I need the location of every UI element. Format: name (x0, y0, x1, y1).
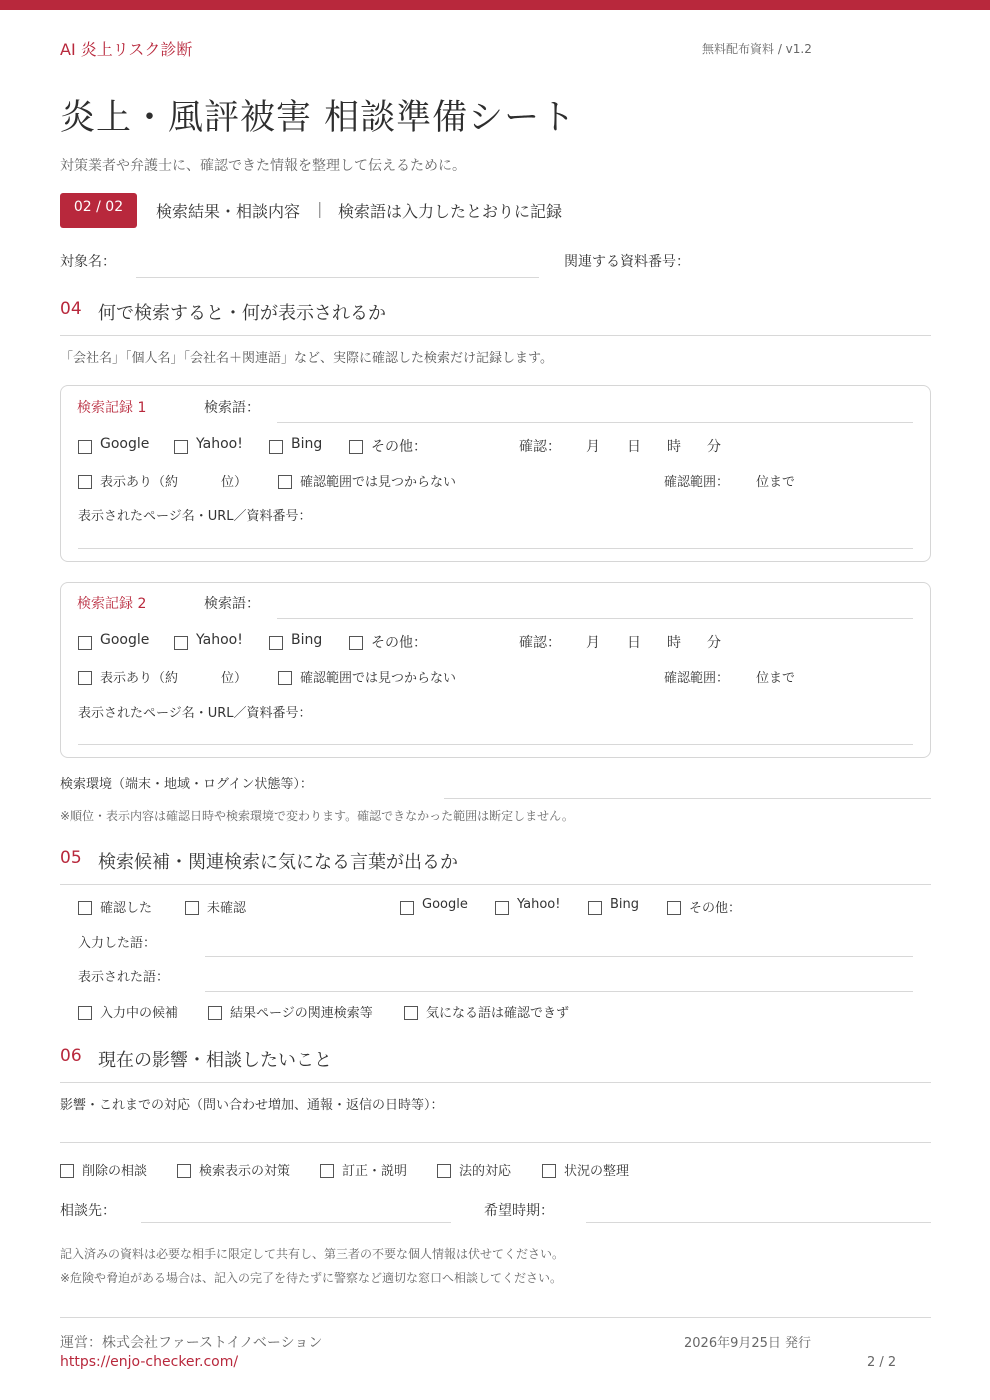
footer-page-number: 2 / 2 (867, 1355, 897, 1370)
record-2-title: 検索記録 2 (77, 596, 147, 612)
brand-name: AI 炎上リスク診断 (60, 40, 193, 59)
record-2-query-label: 検索語： (204, 596, 260, 612)
section-04-title: 何で検索すると・何が表示されるか (98, 303, 386, 324)
record-1-rank-label: 位） (221, 475, 248, 490)
record-1-shown-checkbox[interactable] (78, 475, 92, 489)
footer-operator: 運営：株式会社ファーストイノベーション (60, 1335, 323, 1351)
record-1-title: 検索記録 1 (77, 400, 147, 416)
suggest-google-label: Google (422, 897, 468, 912)
impact-label: 影響・これまでの対応（問い合わせ増加、通報・返信の日時等）： (60, 1098, 444, 1113)
record-2-yahoo-label: Yahoo! (196, 632, 243, 648)
record-2-day: 日 (627, 635, 641, 651)
record-2-google-label: Google (100, 632, 150, 648)
record-2-yahoo-checkbox[interactable] (174, 636, 188, 650)
target-name-label: 対象名： (60, 254, 116, 270)
record-1-hour: 時 (667, 439, 681, 455)
record-2-range-label: 確認範囲： (664, 671, 730, 686)
shown-words-field[interactable] (205, 991, 913, 992)
suggest-google-checkbox[interactable] (400, 901, 414, 915)
type-related-search-checkbox[interactable] (208, 1006, 222, 1020)
record-1-other-label: その他： (371, 439, 427, 455)
unconfirmed-checkbox[interactable] (185, 901, 199, 915)
record-1-check-label: 確認： (519, 439, 561, 455)
type-none-found-checkbox[interactable] (404, 1006, 418, 1020)
record-1-day: 日 (627, 439, 641, 455)
record-1-page-field[interactable] (78, 548, 913, 549)
section-04-description: 「会社名」「個人名」「会社名＋関連語」など、実際に確認した検索だけ記録します。 (60, 351, 553, 366)
type-typing-suggest-label: 入力中の候補 (100, 1006, 179, 1021)
section-06-title: 現在の影響・相談したいこと (98, 1050, 332, 1071)
record-2-bing-label: Bing (291, 632, 323, 648)
record-2-bing-checkbox[interactable] (269, 636, 283, 650)
section-04-number: 04 (60, 299, 82, 319)
record-1-range-label: 確認範囲： (664, 475, 730, 490)
confirmed-label: 確認した (100, 901, 153, 916)
unconfirmed-label: 未確認 (207, 901, 247, 916)
top-accent-bar (0, 0, 990, 10)
impact-field[interactable] (60, 1142, 931, 1143)
record-1-google-checkbox[interactable] (78, 440, 92, 454)
record-1-bing-checkbox[interactable] (269, 440, 283, 454)
suggest-yahoo-checkbox[interactable] (495, 901, 509, 915)
step-separator: | (317, 199, 323, 218)
section-05-number: 05 (60, 848, 82, 868)
record-1-range-unit: 位まで (756, 475, 796, 490)
record-2-page-label: 表示されたページ名・URL／資料番号： (78, 706, 312, 721)
search-environment-field[interactable] (444, 798, 931, 799)
record-1-minute: 分 (707, 439, 721, 455)
desired-time-label: 希望時期： (484, 1203, 554, 1219)
section-06-divider (60, 1082, 931, 1083)
record-1-yahoo-label: Yahoo! (196, 436, 243, 452)
option-search-display-label: 検索表示の対策 (199, 1164, 291, 1179)
record-1-query-label: 検索語： (204, 400, 260, 416)
footer-url-link[interactable]: https://enjo-checker.com/ (60, 1354, 239, 1370)
option-deletion-checkbox[interactable] (60, 1164, 74, 1178)
record-2-google-checkbox[interactable] (78, 636, 92, 650)
option-organize-label: 状況の整理 (564, 1164, 630, 1179)
page-title: 炎上・風評被害 相談準備シート (60, 98, 577, 138)
option-organize-checkbox[interactable] (542, 1164, 556, 1178)
record-2-shown-label: 表示あり（約 (100, 671, 179, 686)
record-2-other-checkbox[interactable] (349, 636, 363, 650)
record-1-not-found-checkbox[interactable] (278, 475, 292, 489)
record-2-shown-checkbox[interactable] (78, 671, 92, 685)
privacy-note: 記入済みの資料は必要な相手に限定して共有し、第三者の不要な個人情報は伏せてください。 (60, 1247, 565, 1261)
record-2-rank-label: 位） (221, 671, 248, 686)
section-06-number: 06 (60, 1046, 82, 1066)
section-05-title: 検索候補・関連検索に気になる言葉が出るか (98, 852, 458, 873)
record-2-page-field[interactable] (78, 744, 913, 745)
option-correction-checkbox[interactable] (320, 1164, 334, 1178)
page-badge: 02 / 02 (60, 193, 137, 228)
type-none-found-label: 気になる語は確認できず (426, 1006, 570, 1021)
record-1-month: 月 (586, 439, 600, 455)
suggest-other-label: その他： (689, 901, 742, 916)
search-record-card-2 (60, 582, 931, 758)
type-related-search-label: 結果ページの関連検索等 (230, 1006, 373, 1021)
consult-to-label: 相談先： (60, 1203, 116, 1219)
section-05-divider (60, 884, 931, 885)
record-2-check-label: 確認： (519, 635, 561, 651)
record-2-hour: 時 (667, 635, 681, 651)
confirmed-checkbox[interactable] (78, 901, 92, 915)
desired-time-field[interactable] (586, 1222, 931, 1223)
record-2-month: 月 (586, 635, 600, 651)
document-version: 無料配布資料 / v1.2 (702, 42, 812, 56)
search-environment-note: ※順位・表示内容は確認日時や検索環境で変わります。確認できなかった範囲は断定しません。 (60, 809, 574, 823)
suggest-other-checkbox[interactable] (667, 901, 681, 915)
input-words-label: 入力した語： (78, 936, 157, 951)
record-1-other-checkbox[interactable] (349, 440, 363, 454)
record-1-page-label: 表示されたページ名・URL／資料番号： (78, 509, 312, 524)
type-typing-suggest-checkbox[interactable] (78, 1006, 92, 1020)
input-words-field[interactable] (205, 956, 913, 957)
shown-words-label: 表示された語： (78, 970, 170, 985)
record-1-shown-label: 表示あり（約 (100, 475, 179, 490)
record-2-other-label: その他： (371, 635, 427, 651)
suggest-yahoo-label: Yahoo! (517, 897, 561, 912)
record-2-query-field[interactable] (277, 618, 913, 619)
record-1-query-field[interactable] (277, 422, 913, 423)
target-name-field[interactable] (136, 277, 539, 278)
option-search-display-checkbox[interactable] (177, 1164, 191, 1178)
step-title: 検索結果・相談内容 (156, 202, 301, 221)
record-1-google-label: Google (100, 436, 150, 452)
footer-issue-date: 2026年9月25日 発行 (684, 1336, 812, 1351)
page-subtitle: 対策業者や弁護士に、確認できた情報を整理して伝えるために。 (60, 158, 466, 174)
record-2-not-found-checkbox[interactable] (278, 671, 292, 685)
option-deletion-label: 削除の相談 (82, 1164, 148, 1179)
option-legal-label: 法的対応 (459, 1164, 512, 1179)
related-doc-label: 関連する資料番号： (564, 254, 690, 270)
search-environment-label: 検索環境（端末・地域・ログイン状態等）： (60, 777, 313, 792)
record-1-yahoo-checkbox[interactable] (174, 440, 188, 454)
suggest-bing-checkbox[interactable] (588, 901, 602, 915)
record-1-bing-label: Bing (291, 436, 323, 452)
record-1-not-found-label: 確認範囲では見つからない (300, 475, 457, 490)
footer-divider (60, 1317, 931, 1318)
step-note: 検索語は入力したとおりに記録 (338, 202, 563, 221)
suggest-bing-label: Bing (610, 897, 640, 912)
section-04-divider (60, 335, 931, 336)
consult-to-field[interactable] (141, 1222, 451, 1223)
record-2-minute: 分 (707, 635, 721, 651)
search-record-card-1 (60, 385, 931, 562)
option-legal-checkbox[interactable] (437, 1164, 451, 1178)
danger-note: ※危険や脅迫がある場合は、記入の完了を待たずに警察など適切な窓口へ相談してください。 (60, 1271, 563, 1285)
option-correction-label: 訂正・説明 (342, 1164, 408, 1179)
record-2-range-unit: 位まで (756, 671, 796, 686)
record-2-not-found-label: 確認範囲では見つからない (300, 671, 457, 686)
